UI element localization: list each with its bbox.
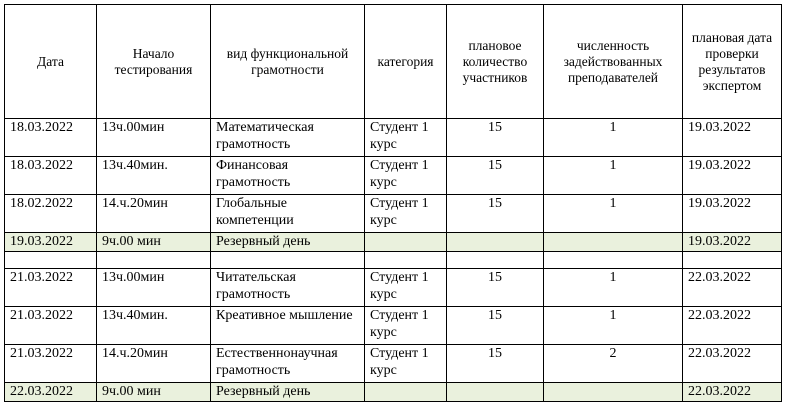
- cell-participants: 15: [447, 195, 544, 233]
- cell-teachers: [544, 383, 683, 402]
- header-category: категория: [365, 5, 447, 119]
- cell-participants: [447, 233, 544, 252]
- table-row: [5, 345, 782, 383]
- cell-participants: 15: [447, 119, 544, 157]
- cell-date: 22.03.2022: [5, 383, 97, 402]
- empty-row: [5, 252, 782, 269]
- cell-literacy: Финансовая грамотность: [211, 157, 365, 195]
- cell-start: [97, 252, 211, 269]
- cell-category: [365, 233, 447, 252]
- cell-date: 21.03.2022: [5, 307, 97, 345]
- cell-check-date: 19.03.2022: [683, 119, 782, 157]
- cell-category: Студент 1 курс: [365, 307, 447, 345]
- reserve-day-row: [5, 233, 782, 252]
- header-start: Начало тестирования: [97, 5, 211, 119]
- cell-check-date: 19.03.2022: [683, 157, 782, 195]
- table-row: [5, 195, 782, 233]
- cell-check-date: 22.03.2022: [683, 307, 782, 345]
- cell-category: [365, 383, 447, 402]
- table-row: [5, 157, 782, 195]
- cell-start: 9ч.00 мин: [97, 383, 211, 402]
- cell-participants: [447, 252, 544, 269]
- cell-date: [5, 252, 97, 269]
- cell-check-date: 22.03.2022: [683, 383, 782, 402]
- cell-teachers: 1: [544, 157, 683, 195]
- cell-date: 21.03.2022: [5, 269, 97, 307]
- cell-teachers: 1: [544, 307, 683, 345]
- cell-teachers: 1: [544, 269, 683, 307]
- cell-participants: 15: [447, 269, 544, 307]
- cell-date: 18.03.2022: [5, 157, 97, 195]
- cell-start: 13ч.40мин.: [97, 307, 211, 345]
- cell-teachers: [544, 252, 683, 269]
- cell-check-date: 19.03.2022: [683, 233, 782, 252]
- cell-date: 21.03.2022: [5, 345, 97, 383]
- reserve-day-row: [5, 383, 782, 402]
- cell-category: Студент 1 курс: [365, 269, 447, 307]
- cell-teachers: [544, 233, 683, 252]
- cell-teachers: 2: [544, 345, 683, 383]
- cell-date: 19.03.2022: [5, 233, 97, 252]
- cell-participants: 15: [447, 157, 544, 195]
- cell-literacy: Резервный день: [211, 233, 365, 252]
- header-planned-participants: плановое количество участников: [447, 5, 544, 119]
- cell-participants: [447, 383, 544, 402]
- cell-literacy: Естественнонаучная грамотность: [211, 345, 365, 383]
- cell-check-date: 22.03.2022: [683, 345, 782, 383]
- cell-start: 14.ч.20мин: [97, 195, 211, 233]
- cell-participants: 15: [447, 345, 544, 383]
- cell-start: 13ч.00мин: [97, 119, 211, 157]
- header-check-date: плановая дата проверки результатов экспертом: [683, 5, 782, 119]
- cell-date: 18.03.2022: [5, 119, 97, 157]
- cell-literacy: Читательская грамотность: [211, 269, 365, 307]
- cell-check-date: [683, 252, 782, 269]
- header-teachers-count: численность задействованных преподавателей: [544, 5, 683, 119]
- cell-literacy: Креативное мышление: [211, 307, 365, 345]
- cell-participants: 15: [447, 307, 544, 345]
- cell-category: Студент 1 курс: [365, 157, 447, 195]
- cell-literacy: Резервный день: [211, 383, 365, 402]
- table-header-row: [5, 5, 782, 119]
- header-literacy-type: вид функциональной грамотности: [211, 5, 365, 119]
- header-date: Дата: [5, 5, 97, 119]
- cell-literacy: Математическая грамотность: [211, 119, 365, 157]
- cell-start: 13ч.00мин: [97, 269, 211, 307]
- cell-category: Студент 1 курс: [365, 195, 447, 233]
- cell-category: [365, 252, 447, 269]
- cell-literacy: [211, 252, 365, 269]
- table-row: [5, 269, 782, 307]
- table-row: [5, 307, 782, 345]
- cell-check-date: 22.03.2022: [683, 269, 782, 307]
- cell-teachers: 1: [544, 119, 683, 157]
- cell-date: 18.02.2022: [5, 195, 97, 233]
- cell-teachers: 1: [544, 195, 683, 233]
- cell-start: 14.ч.20мин: [97, 345, 211, 383]
- cell-start: 9ч.00 мин: [97, 233, 211, 252]
- cell-category: Студент 1 курс: [365, 345, 447, 383]
- testing-schedule-table: [4, 4, 782, 402]
- table-row: [5, 119, 782, 157]
- cell-check-date: 19.03.2022: [683, 195, 782, 233]
- cell-start: 13ч.40мин.: [97, 157, 211, 195]
- cell-literacy: Глобальные компетенции: [211, 195, 365, 233]
- cell-category: Студент 1 курс: [365, 119, 447, 157]
